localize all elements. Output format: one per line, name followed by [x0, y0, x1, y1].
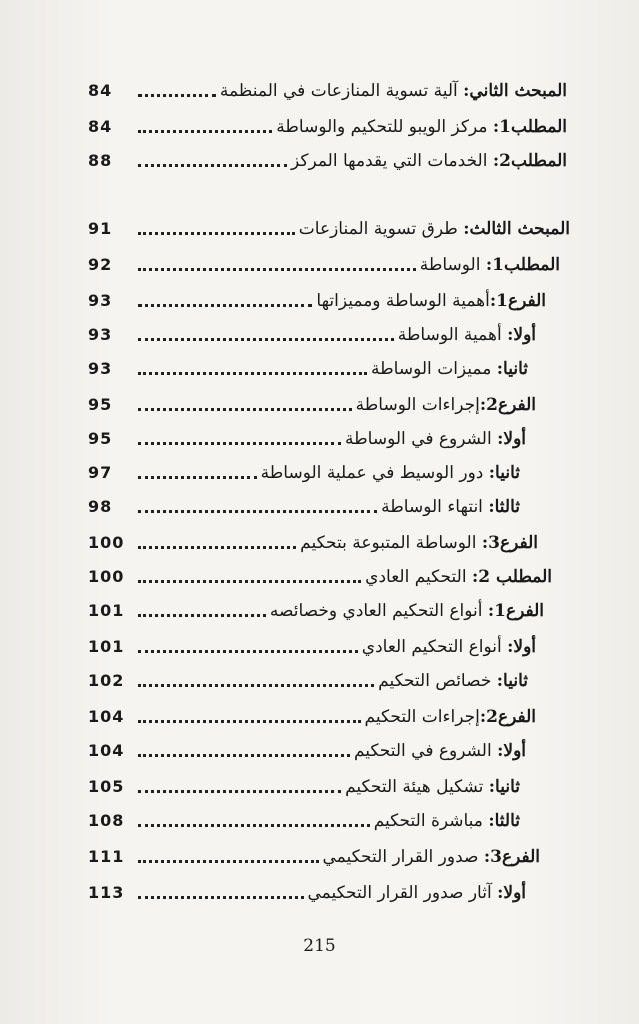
toc-entry-title	[257, 458, 520, 488]
toc-page-number: 84	[88, 81, 113, 100]
toc-entry	[60, 842, 540, 872]
toc-entry-lead: الفرع3:	[481, 533, 538, 553]
toc-entry	[60, 112, 567, 142]
toc-entry	[60, 214, 570, 244]
toc-entry	[60, 878, 526, 908]
toc-entry-text: مباشرة التحكيم	[373, 811, 489, 831]
toc-entry-text: تشكيل هيئة التحكيم	[345, 777, 489, 797]
toc-entry-title	[416, 250, 560, 280]
toc-entry-title	[361, 702, 536, 732]
toc-entry	[60, 806, 520, 836]
toc-entry	[60, 702, 536, 732]
toc-entry-text: إجراءات التحكيم	[364, 707, 480, 727]
toc-leader-dots	[138, 390, 352, 420]
toc-leader-dots	[138, 214, 295, 244]
toc-leader-dots	[138, 666, 374, 696]
toc-leader-dots	[138, 632, 358, 662]
toc-entry-lead: ثانيا:	[488, 777, 520, 797]
toc-entry-lead: الفرع2:	[479, 395, 536, 415]
toc-entry	[60, 736, 526, 766]
toc-page-number: 84	[88, 117, 113, 136]
toc-entry-text: إجراءات الوساطة	[355, 395, 480, 415]
toc-entry-title	[304, 878, 526, 908]
toc-entry	[60, 424, 526, 454]
toc-page-number: 104	[88, 707, 125, 726]
toc-entry	[60, 354, 528, 384]
toc-page-number: 95	[88, 395, 113, 414]
toc-page-number: 101	[88, 601, 125, 620]
toc-entry-title	[341, 424, 526, 454]
toc-entry-title	[352, 390, 536, 420]
toc-entry-title	[361, 562, 552, 592]
toc-leader-dots	[138, 492, 377, 522]
toc-page-number: 93	[88, 291, 113, 310]
toc-entry	[60, 492, 520, 522]
toc-leader-dots	[138, 736, 350, 766]
toc-entry-lead: المبحث الثاني:	[463, 81, 567, 101]
toc-entry-text: الشروع في الوساطة	[345, 429, 498, 449]
toc-page-number: 100	[88, 567, 125, 586]
toc-entry-title	[394, 320, 536, 350]
toc-entry	[60, 528, 538, 558]
toc-entry	[60, 146, 567, 176]
page-number: 215	[303, 936, 336, 956]
toc-entry-lead: ثانيا:	[488, 463, 520, 483]
toc-entry	[60, 250, 560, 280]
toc-leader-dots	[138, 562, 361, 592]
toc-entry-text: مميزات الوساطة	[371, 359, 497, 379]
toc-entry-lead: الفرع3:	[483, 847, 540, 867]
toc-page-number: 104	[88, 741, 125, 760]
toc-entry-text: صدور القرار التحكيمي	[322, 847, 484, 867]
toc-leader-dots	[138, 528, 296, 558]
toc-page-number: 93	[88, 359, 113, 378]
toc-leader-dots	[138, 424, 341, 454]
toc-entry-text: خصائص التحكيم	[378, 671, 497, 691]
toc-leader-dots	[138, 112, 272, 142]
toc-entry-lead: ثانيا:	[496, 671, 528, 691]
toc-entry-text: الوساطة المتبوعة بتحكيم	[300, 533, 482, 553]
toc-entry-title	[319, 842, 540, 872]
toc-entry-text: أنواع التحكيم العادي	[361, 637, 508, 657]
toc-entry-text: آلية تسوية المنازعات في المنظمة	[219, 81, 464, 101]
toc-page-number: 98	[88, 497, 113, 516]
toc-entry-lead: المبحث الثالث:	[463, 219, 570, 239]
toc-entry	[60, 632, 536, 662]
toc-entry-title	[350, 736, 526, 766]
toc-leader-dots	[138, 354, 367, 384]
toc-entry	[60, 458, 520, 488]
toc-leader-dots	[138, 250, 416, 280]
toc-entry-lead: الفرع1:	[487, 601, 544, 621]
toc-leader-dots	[138, 320, 394, 350]
toc-leader-dots	[138, 458, 257, 488]
toc-entry-title	[312, 286, 546, 316]
toc-entry-title	[377, 492, 520, 522]
toc-entry	[60, 390, 536, 420]
toc-entry-text: الوساطة	[419, 255, 486, 275]
toc-entry-text: طرق تسوية المنازعات	[298, 219, 464, 239]
toc-leader-dots	[138, 76, 216, 106]
toc-entry-text: أهمية الوساطة	[397, 325, 508, 345]
toc-page-number: 93	[88, 325, 113, 344]
toc-entry	[60, 666, 528, 696]
toc-entry-lead: أولا:	[507, 325, 536, 345]
toc-entry	[60, 562, 552, 592]
toc-entry-text: انتهاء الوساطة	[381, 497, 489, 517]
toc-entry-lead: المطلب 2:	[471, 567, 552, 587]
toc-entry-lead: ثانيا:	[496, 359, 528, 379]
toc-entry-lead: ثالثا:	[488, 811, 520, 831]
toc-leader-dots	[138, 772, 341, 802]
toc-entry-title	[287, 146, 567, 176]
toc-entry-lead: المطلب1:	[492, 117, 567, 137]
toc-entry-text: الخدمات التي يقدمها المركز	[291, 151, 493, 171]
toc-entry-text: مركز الويبو للتحكيم والوساطة	[276, 117, 493, 137]
toc-entry-title	[295, 214, 570, 244]
toc-entry-text: أهمية الوساطة ومميزاتها	[316, 291, 490, 311]
toc-leader-dots	[138, 146, 287, 176]
toc-entry	[60, 772, 520, 802]
toc-entry-title	[367, 354, 528, 384]
toc-entry	[60, 320, 536, 350]
toc-entry-title	[272, 112, 567, 142]
toc-page-number: 111	[88, 847, 125, 866]
toc-page-number: 97	[88, 463, 113, 482]
toc-entry-text: أنواع التحكيم العادي وخصائصه	[269, 601, 488, 621]
toc-leader-dots	[138, 286, 312, 316]
toc-entry	[60, 596, 544, 626]
toc-entry	[60, 76, 567, 106]
toc-entry-title	[341, 772, 520, 802]
toc-entry-lead: أولا:	[507, 637, 536, 657]
toc-page-number: 108	[88, 811, 125, 830]
toc-leader-dots	[138, 806, 370, 836]
toc-page-number: 88	[88, 151, 113, 170]
toc-page-number: 101	[88, 637, 125, 656]
toc-entry-title	[296, 528, 538, 558]
toc-page-number: 92	[88, 255, 113, 274]
toc-entry-text: دور الوسيط في عملية الوساطة	[260, 463, 489, 483]
toc-entry-lead: أولا:	[497, 883, 526, 903]
toc-leader-dots	[138, 702, 361, 732]
toc-page-number: 105	[88, 777, 125, 796]
toc-page-number: 113	[88, 883, 125, 902]
toc-page-number: 95	[88, 429, 113, 448]
toc-entry-text: التحكيم العادي	[365, 567, 472, 587]
toc-entry-title	[374, 666, 528, 696]
toc-entry-lead: الفرع2:	[479, 707, 536, 727]
toc-entry-text: الشروع في التحكيم	[353, 741, 498, 761]
toc-entry	[60, 286, 546, 316]
toc-entry-lead: الفرع1:	[489, 291, 546, 311]
toc-leader-dots	[138, 878, 304, 908]
toc-page-number: 102	[88, 671, 125, 690]
toc-entry-lead: ثالثا:	[488, 497, 520, 517]
toc-entry-text: آثار صدور القرار التحكيمي	[307, 883, 498, 903]
toc-page-number: 91	[88, 219, 113, 238]
toc-entry-lead: المطلب1:	[485, 255, 560, 275]
toc-entry-title	[370, 806, 520, 836]
toc-page-number: 100	[88, 533, 125, 552]
toc-leader-dots	[138, 842, 319, 872]
toc-entry-lead: أولا:	[497, 741, 526, 761]
toc-entry-title	[216, 76, 567, 106]
toc-leader-dots	[138, 596, 266, 626]
toc-entry-lead: أولا:	[497, 429, 526, 449]
toc-entry-lead: المطلب2:	[492, 151, 567, 171]
toc-entry-title	[266, 596, 544, 626]
toc-entry-title	[358, 632, 536, 662]
